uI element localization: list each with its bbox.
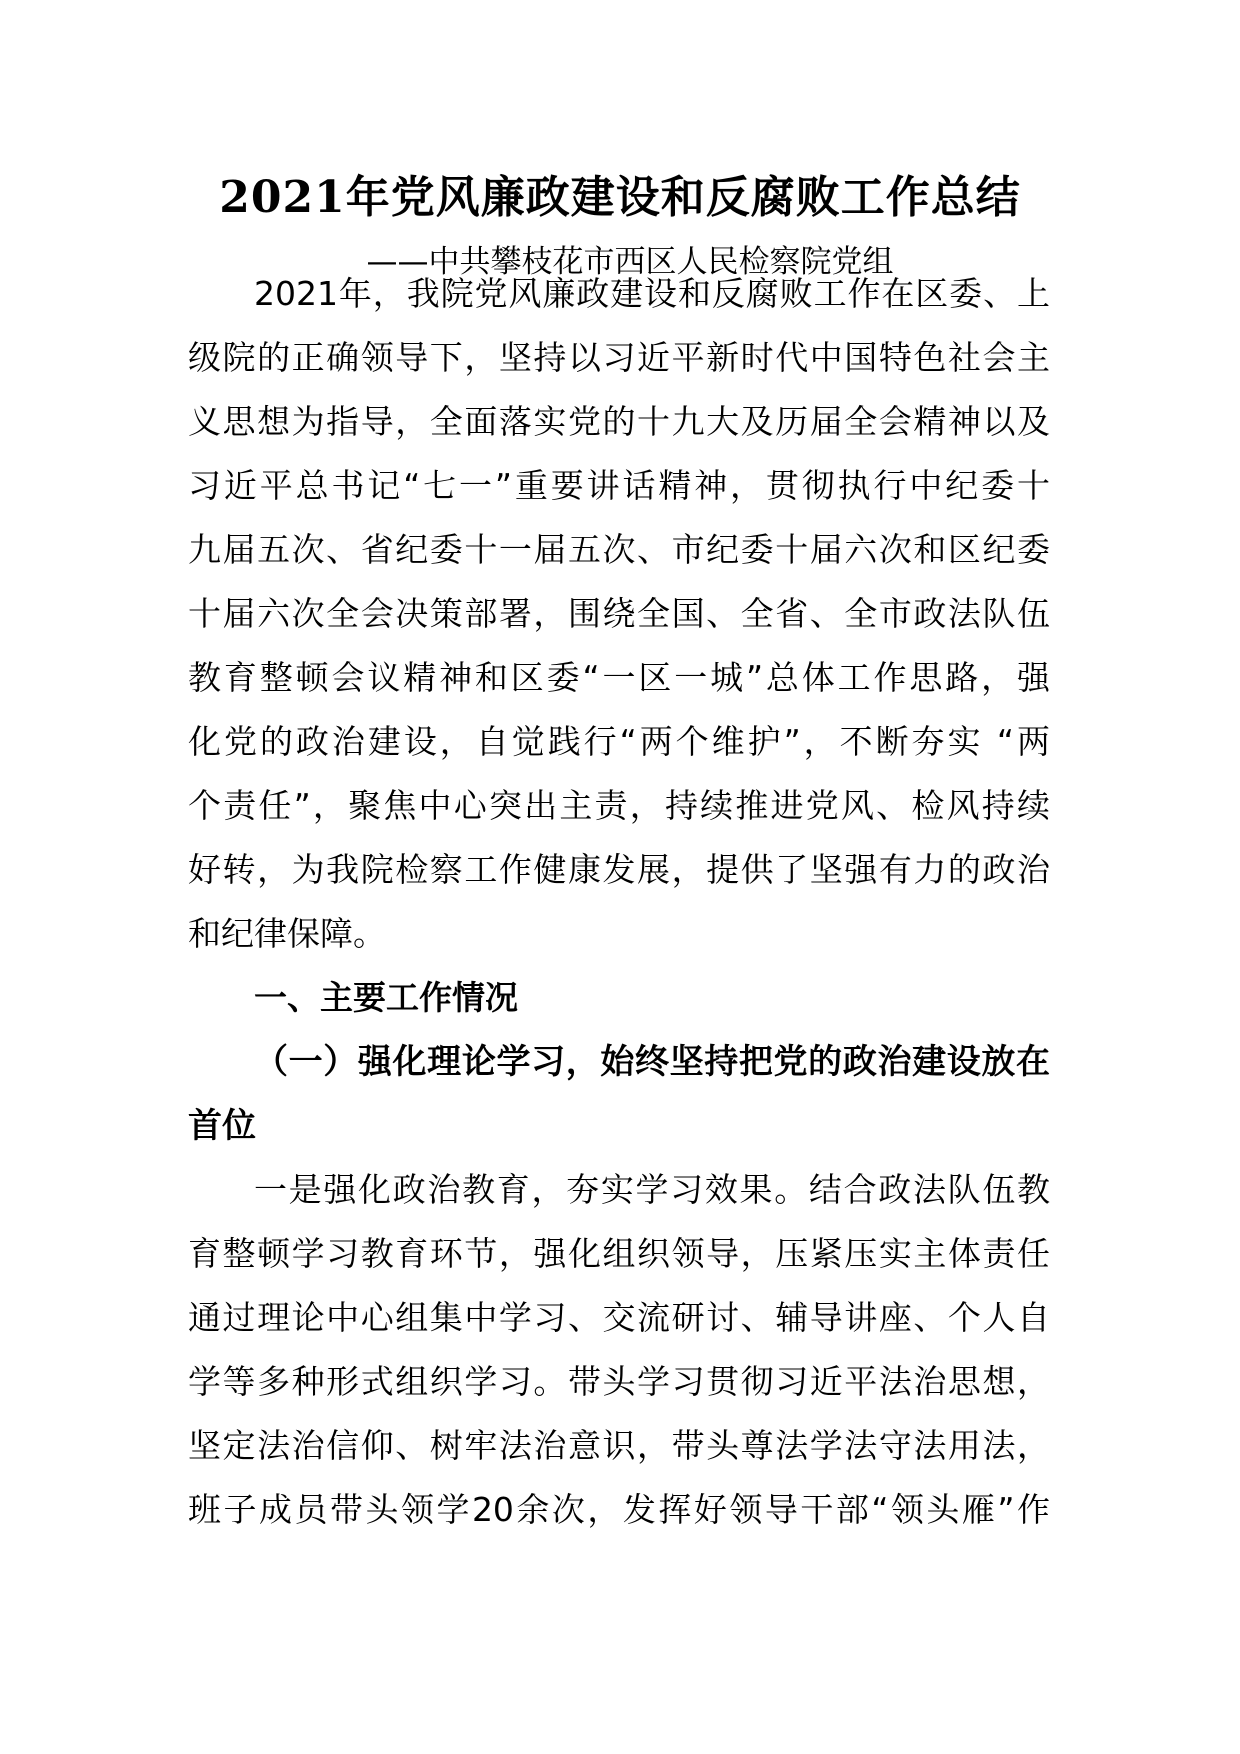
paragraph-line: 教育整顿会议精神和区委“一区一城”总体工作思路，强 [188,658,1050,697]
paragraph-line: 好转，为我院检察工作健康发展，提供了坚强有力的政治 [188,850,1050,889]
paragraph-line: 班子成员带头领学20余次，发挥好领导干部“领头雁”作 [188,1490,1050,1529]
paragraph-line: 十届六次全会决策部署，围绕全国、全省、全市政法队伍 [188,594,1050,633]
paragraph-line: 九届五次、省纪委十一届五次、市纪委十届六次和区纪委 [188,530,1050,569]
paragraph-line: 通过理论中心组集中学习、交流研讨、辅导讲座、个人自 [188,1298,1050,1337]
paragraph-line: 个责任”，聚焦中心突出主责，持续推进党风、检风持续 [188,786,1050,825]
paragraph-line: 习近平总书记“七一”重要讲话精神，贯彻执行中纪委十 [188,466,1050,505]
document-subtitle: ——中共攀枝花市西区人民检察院党组 [366,244,894,280]
paragraph-line: 2021年，我院党风廉政建设和反腐败工作在区委、上 [254,274,1050,313]
subsection-heading: （一）强化理论学习，始终坚持把党的政治建设放在 [254,1042,1050,1082]
paragraph-line: 坚定法治信仰、树牢法治意识，带头尊法学法守法用法， [188,1426,1050,1465]
paragraph-line: 学等多种形式组织学习。带头学习贯彻习近平法治思想， [188,1362,1050,1401]
paragraph-line: 和纪律保障。 [188,914,386,953]
paragraph-line: 一是强化政治教育，夯实学习效果。结合政法队伍教 [254,1170,1050,1209]
section-heading: 一、主要工作情况 [254,978,518,1017]
paragraph-line: 义思想为指导，全面落实党的十九大及历届全会精神以及 [188,402,1050,441]
paragraph-line: 化党的政治建设，自觉践行“两个维护”，不断夯实 “两 [188,722,1050,761]
paragraph-line: 育整顿学习教育环节，强化组织领导，压紧压实主体责任 [188,1234,1050,1273]
subsection-heading-cont: 首位 [188,1106,256,1146]
document-title: 2021年党风廉政建设和反腐败工作总结 [219,172,1021,223]
paragraph-line: 级院的正确领导下，坚持以习近平新时代中国特色社会主 [188,338,1050,377]
